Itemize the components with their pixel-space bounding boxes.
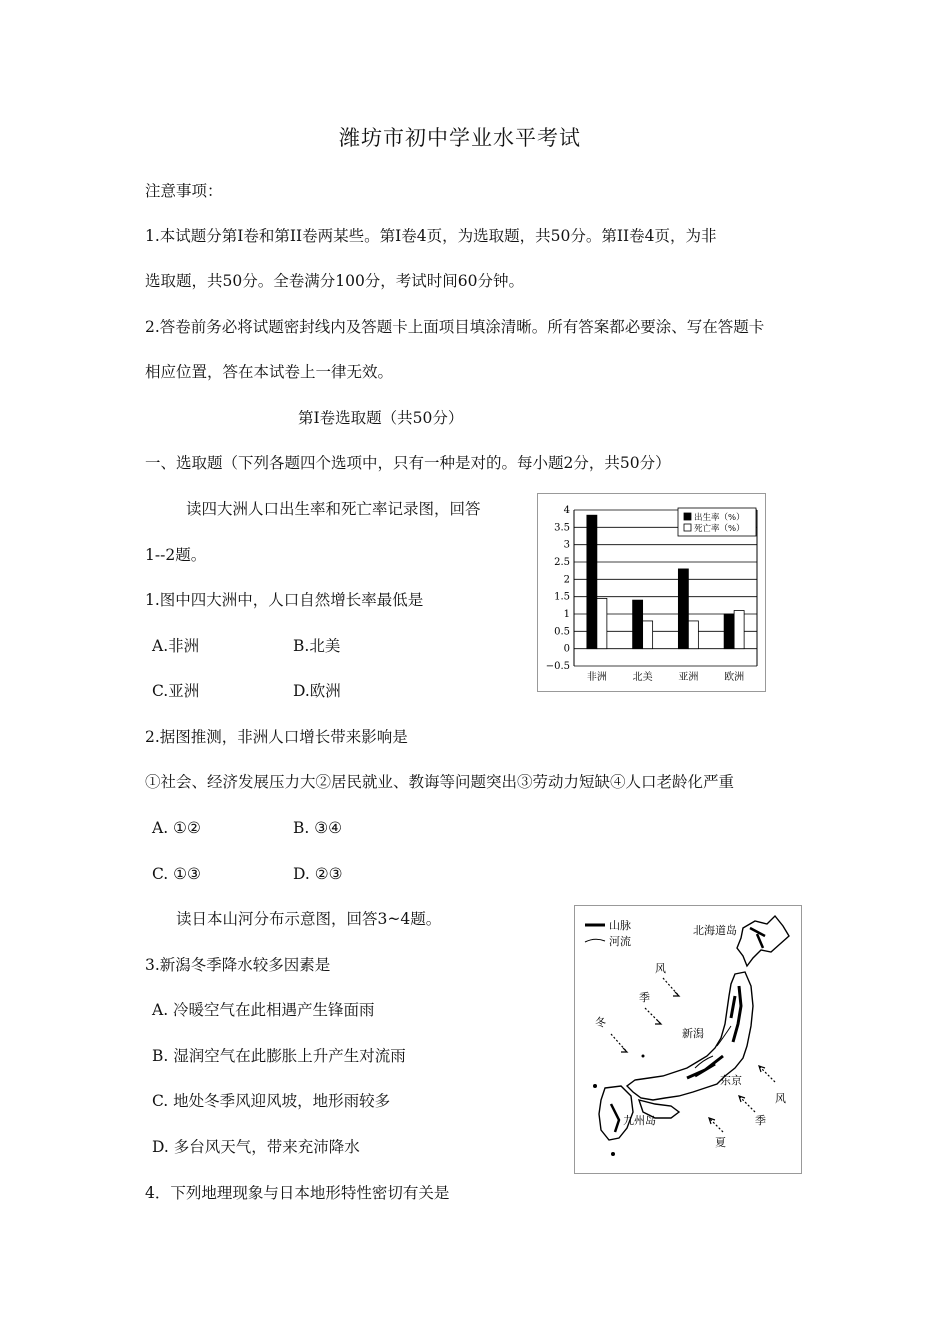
legend-label-birth: 出生率（%） xyxy=(694,513,745,523)
birth-death-rate-chart xyxy=(537,493,766,692)
q1-option-d: D.欧洲 xyxy=(293,682,341,700)
summer-wind-char-1: 风 xyxy=(775,1092,786,1105)
bar-birth-rate xyxy=(587,515,597,648)
chart-ytick-label: 1.5 xyxy=(554,591,570,603)
chart-ytick-label: 0.5 xyxy=(554,626,570,638)
intro-q1-2-line2: 1--2题。 xyxy=(145,546,207,564)
legend-mountain-label: 山脉 xyxy=(609,919,631,932)
chart-ytick-label: 2.5 xyxy=(554,557,570,568)
q1-option-c: C.亚洲 xyxy=(152,682,200,700)
section1-title: 一、选取题（下列各题四个选项中，只有一种是对的。每小题2分，共50分） xyxy=(145,454,671,472)
chart-category-label: 亚洲 xyxy=(678,672,699,683)
island-dot xyxy=(642,1055,645,1058)
q4-stem: 4．下列地理现象与日本地形特性密切有关是 xyxy=(145,1184,450,1202)
chart-ytick-label: 3.5 xyxy=(554,522,570,534)
part1-title: 第Ⅰ卷选取题（共50分） xyxy=(298,409,464,427)
legend-swatch-death xyxy=(684,524,691,531)
tokyo-label: 东京 xyxy=(720,1074,742,1087)
chart-ytick-label: 4 xyxy=(563,505,570,516)
chart-category-label: 非洲 xyxy=(586,672,607,683)
bar-death-rate xyxy=(597,598,607,648)
q3-option-d: D. 多台风天气，带来充沛降水 xyxy=(152,1138,360,1156)
bar-death-rate xyxy=(643,621,653,649)
bar-death-rate xyxy=(734,611,744,649)
notice-line-2: 选取题，共50分。全卷满分100分，考试时间60分钟。 xyxy=(145,272,525,290)
notice-line-3: 2.答卷前务必将试题密封线内及答题卡上面项目填涂清晰。所有答案都必要涂、写在答题卡 xyxy=(145,318,765,336)
winter-wind-char-3: 冬 xyxy=(595,1016,606,1029)
intro-q3-4: 读日本山河分布示意图，回答3~4题。 xyxy=(176,910,442,928)
hokkaido-island xyxy=(737,916,789,966)
q3-option-b: B. 湿润空气在此膨胀上升产生对流雨 xyxy=(152,1047,406,1065)
q2-items: ①社会、经济发展压力大②居民就业、教诲等问题突出③劳动力短缺④人口老龄化严重 xyxy=(145,773,735,791)
chart-ytick-label: 0 xyxy=(563,643,570,655)
legend-river-symbol xyxy=(585,939,605,942)
notice-line-4: 相应位置，答在本试卷上一律无效。 xyxy=(145,363,394,381)
winter-wind-char-1: 风 xyxy=(655,962,666,975)
winter-wind-char-2: 季 xyxy=(639,991,650,1004)
winter-wind-arrow-2-head xyxy=(655,1020,661,1024)
bar-birth-rate xyxy=(633,600,643,649)
page-title: 潍坊市初中学业水平考试 xyxy=(339,126,581,150)
q1-option-b: B.北美 xyxy=(293,637,341,655)
intro-q1-2-line1: 读四大洲人口出生率和死亡率记录图，回答 xyxy=(186,500,481,518)
q3-stem: 3.新潟冬季降水较多因素是 xyxy=(145,956,331,974)
q1-stem: 1.图中四大洲中，人口自然增长率最低是 xyxy=(145,591,424,609)
winter-wind-arrow-1-head xyxy=(673,992,679,996)
island-dot xyxy=(593,1084,597,1088)
map-canvas xyxy=(575,906,801,1173)
q1-option-a: A.非洲 xyxy=(152,637,200,655)
summer-wind-arrow-1-head xyxy=(759,1066,765,1072)
summer-wind-char-2: 季 xyxy=(755,1114,766,1127)
summer-wind-arrow-1 xyxy=(759,1066,775,1082)
chart-canvas xyxy=(538,494,765,691)
chart-ytick-label: −0.5 xyxy=(545,661,570,672)
chart-ytick-label: 3 xyxy=(563,539,570,551)
chart-category-label: 欧洲 xyxy=(724,672,745,683)
niigata-label: 新潟 xyxy=(682,1027,704,1040)
q3-option-c: C. 地处冬季风迎风坡，地形雨较多 xyxy=(152,1092,391,1110)
legend-label-death: 死亡率（%） xyxy=(694,524,745,534)
kyushu-label: 九州岛 xyxy=(623,1114,656,1127)
island-dot xyxy=(611,1152,615,1156)
q2-option-d: D. ②③ xyxy=(293,865,343,883)
summer-wind-arrow-2-head xyxy=(739,1096,745,1102)
notice-heading: 注意事项： xyxy=(145,182,223,200)
q2-option-a: A. ①② xyxy=(152,819,201,837)
winter-wind-arrow-3-head xyxy=(621,1048,627,1052)
hokkaido-label: 北海道岛 xyxy=(693,924,737,937)
bar-birth-rate xyxy=(678,569,688,649)
legend-swatch-birth xyxy=(684,513,691,520)
q2-option-c: C. ①③ xyxy=(152,865,201,883)
japan-mountain-river-map xyxy=(574,905,802,1174)
chart-ytick-label: 2 xyxy=(563,574,570,586)
notice-line-1: 1.本试题分第Ⅰ卷和第II卷两某些。第Ⅰ卷4页，为选取题，共50分。第II卷4页，为非 xyxy=(145,227,717,245)
legend-river-label: 河流 xyxy=(609,935,631,948)
bar-death-rate xyxy=(688,621,698,649)
q2-stem: 2.据图推测，非洲人口增长带来影响是 xyxy=(145,728,408,746)
summer-wind-arrow-2 xyxy=(739,1096,755,1112)
q2-option-b: B. ③④ xyxy=(293,819,343,837)
chart-ytick-label: 1 xyxy=(563,609,570,620)
bar-birth-rate xyxy=(724,614,734,649)
summer-wind-char-3: 夏 xyxy=(715,1136,726,1149)
chart-category-label: 北美 xyxy=(632,672,653,683)
q3-option-a: A. 冷暖空气在此相遇产生锋面雨 xyxy=(152,1001,375,1019)
summer-wind-arrow-3 xyxy=(709,1118,723,1132)
